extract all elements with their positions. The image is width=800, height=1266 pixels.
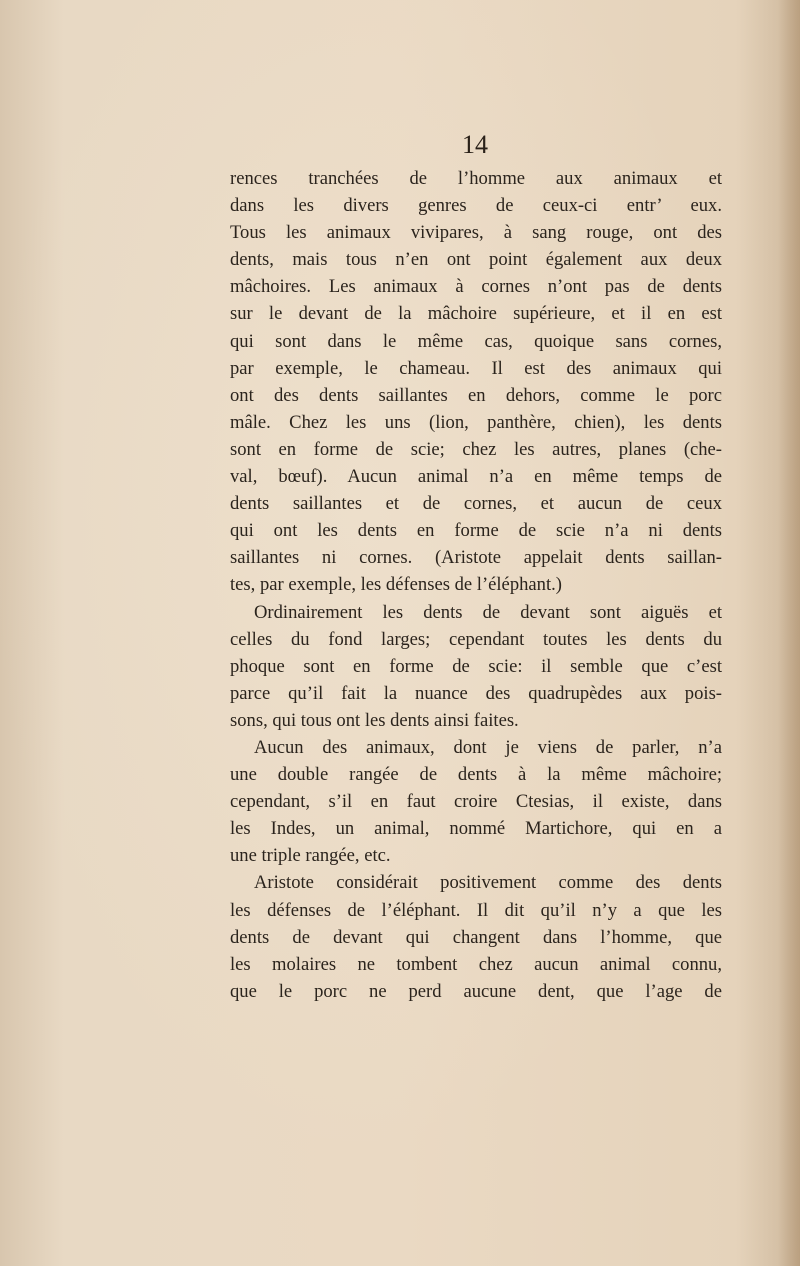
text-line: dents saillantes et de cornes, et aucun de ceux bbox=[230, 493, 722, 515]
text-line: Tous les animaux vivipares, à sang rouge, ont des bbox=[230, 222, 722, 244]
text-line: tes, par exemple, les défenses de l’éléphant.) bbox=[230, 574, 562, 596]
text-line: une triple rangée, etc. bbox=[230, 845, 391, 867]
text-line: mâle. Chez les uns (lion, panthère, chien), les dents bbox=[230, 411, 722, 433]
text-line: sur le devant de la mâchoire supérieure, et il en est bbox=[230, 303, 722, 325]
text-line: Ordinairement les dents de devant sont aiguës et bbox=[254, 601, 722, 623]
text-line: une double rangée de dents à la même mâchoire; bbox=[230, 764, 722, 786]
body-text bbox=[230, 165, 722, 1005]
page-number: 14 bbox=[462, 130, 488, 159]
text-line: dents, mais tous n’en ont point également aux deux bbox=[230, 249, 722, 271]
text-line: dents de devant qui changent dans l’homme, que bbox=[230, 926, 722, 948]
text-line: qui ont les dents en forme de scie n’a ni dents bbox=[230, 520, 722, 542]
text-line: Aucun des animaux, dont je viens de parler, n’a bbox=[254, 736, 722, 758]
text-line: les Indes, un animal, nommé Martichore, qui en a bbox=[230, 818, 722, 840]
text-line: celles du fond larges; cependant toutes les dents du bbox=[230, 628, 722, 650]
text-line: que le porc ne perd aucune dent, que l’age de bbox=[230, 980, 722, 1002]
text-line: rences tranchées de l’homme aux animaux et bbox=[230, 168, 722, 189]
text-line: qui sont dans le même cas, quoique sans cornes, bbox=[230, 330, 722, 352]
text-line: par exemple, le chameau. Il est des animaux qui bbox=[230, 357, 722, 379]
text-line: dans les divers genres de ceux-ci entr’ eux. bbox=[230, 195, 722, 217]
text-line: sont en forme de scie; chez les autres, planes (che- bbox=[230, 438, 722, 460]
text-line: saillantes ni cornes. (Aristote appelait dents saillan- bbox=[230, 547, 722, 569]
text-line: phoque sont en forme de scie: il semble que c’est bbox=[230, 655, 722, 677]
text-line: mâchoires. Les animaux à cornes n’ont pas de dents bbox=[230, 276, 722, 298]
text-line: les molaires ne tombent chez aucun animal connu, bbox=[230, 953, 722, 975]
text-line: sons, qui tous ont les dents ainsi faites. bbox=[230, 709, 519, 731]
text-line: ont des dents saillantes en dehors, comme le porc bbox=[230, 384, 722, 406]
text-line: Aristote considérait positivement comme des dents bbox=[254, 872, 722, 894]
page-edge-shadow bbox=[778, 0, 800, 1266]
text-line: val, bœuf). Aucun animal n’a en même temps de bbox=[230, 466, 722, 488]
text-line: parce qu’il fait la nuance des quadrupèdes aux pois- bbox=[230, 682, 722, 704]
text-line: cependant, s’il en faut croire Ctesias, il existe, dans bbox=[230, 791, 722, 813]
text-line: les défenses de l’éléphant. Il dit qu’il n’y a que les bbox=[230, 899, 722, 921]
